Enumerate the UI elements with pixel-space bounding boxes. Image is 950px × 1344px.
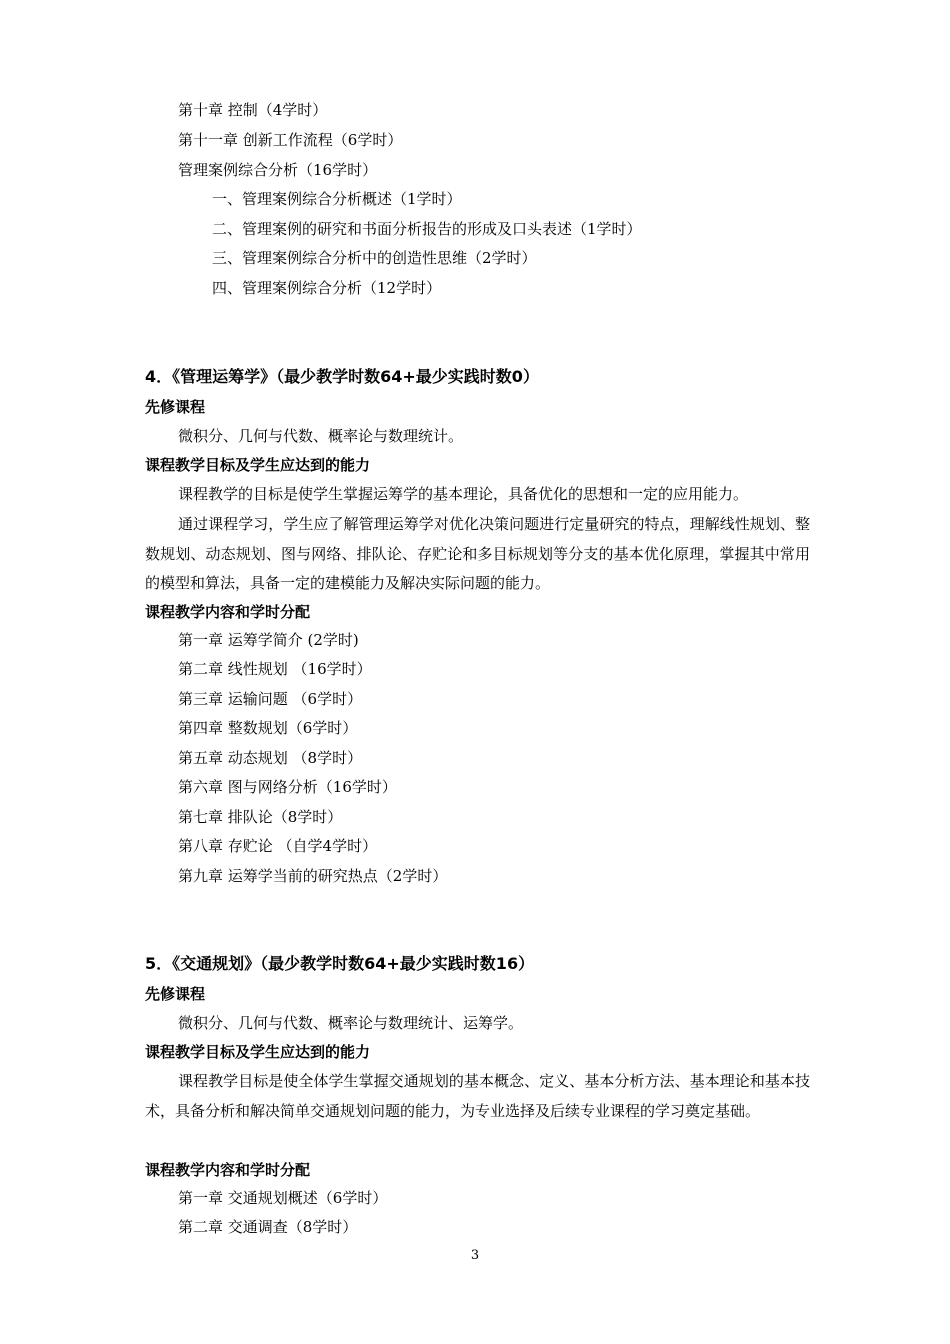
sub-item: 四、管理案例综合分析（12学时） xyxy=(212,279,442,297)
chapter-item: 第五章 动态规划 （8学时） xyxy=(178,749,363,767)
chapter-item: 第九章 运筹学当前的研究热点（2学时） xyxy=(178,867,448,885)
chapter-item: 第一章 交通规划概述（6学时） xyxy=(178,1189,388,1207)
chapter-item: 管理案例综合分析（16学时） xyxy=(178,161,378,179)
prereq-text: 微积分、几何与代数、概率论与数理统计、运筹学。 xyxy=(178,1014,524,1032)
section-heading: 课程教学内容和学时分配 xyxy=(145,603,311,621)
section-heading: 课程教学目标及学生应达到的能力 xyxy=(145,456,371,474)
course-title: 4．《管理运筹学》（最少教学时数64+最少实践时数0） xyxy=(145,367,539,386)
chapter-item: 第四章 整数规划（6学时） xyxy=(178,719,358,737)
section-heading: 先修课程 xyxy=(145,985,206,1003)
goal-paragraph: 课程教学目标是使全体学生掌握交通规划的基本概念、定义、基本分析方法、基本理论和基本技术，具备分析和解决简单交通规划问题的能力，为专业选择及后续专业课程的学习奠定基础。 xyxy=(145,1072,810,1120)
page-number: 3 xyxy=(470,1248,480,1263)
course-title: 5．《交通规划》（最少教学时数64+最少实践时数16） xyxy=(145,954,535,973)
sub-item: 三、管理案例综合分析中的创造性思维（2学时） xyxy=(212,249,537,267)
section-heading: 先修课程 xyxy=(145,398,206,416)
goal-paragraph: 通过课程学习，学生应了解管理运筹学对优化决策问题进行定量研究的特点，理解线性规划、整数规划、动态规划、图与网络、排队论、存贮论和多目标规划等分支的基本优化原理，掌握其中常用的模型和算法，具备一定的建模能力及解决实际问题的能力。 xyxy=(145,515,810,592)
chapter-item: 第七章 排队论（8学时） xyxy=(178,808,343,826)
chapter-item: 第一章 运筹学简介 (2学时) xyxy=(178,631,359,649)
sub-item: 一、管理案例综合分析概述（1学时） xyxy=(212,190,462,208)
section-heading: 课程教学目标及学生应达到的能力 xyxy=(145,1043,371,1061)
chapter-item: 第六章 图与网络分析（16学时） xyxy=(178,778,397,796)
chapter-item: 第十一章 创新工作流程（6学时） xyxy=(178,131,403,149)
prereq-text: 微积分、几何与代数、概率论与数理统计。 xyxy=(178,427,464,445)
chapter-item: 第十章 控制（4学时） xyxy=(178,101,328,119)
sub-item: 二、管理案例的研究和书面分析报告的形成及口头表述（1学时） xyxy=(212,220,642,238)
goal-paragraph: 课程教学的目标是使学生掌握运筹学的基本理论，具备优化的思想和一定的应用能力。 xyxy=(178,485,749,503)
chapter-item: 第二章 线性规划 （16学时） xyxy=(178,660,372,678)
section-heading: 课程教学内容和学时分配 xyxy=(145,1161,311,1179)
chapter-item: 第八章 存贮论 （自学4学时） xyxy=(178,837,378,855)
chapter-item: 第二章 交通调查（8学时） xyxy=(178,1218,358,1236)
chapter-item: 第三章 运输问题 （6学时） xyxy=(178,690,363,708)
